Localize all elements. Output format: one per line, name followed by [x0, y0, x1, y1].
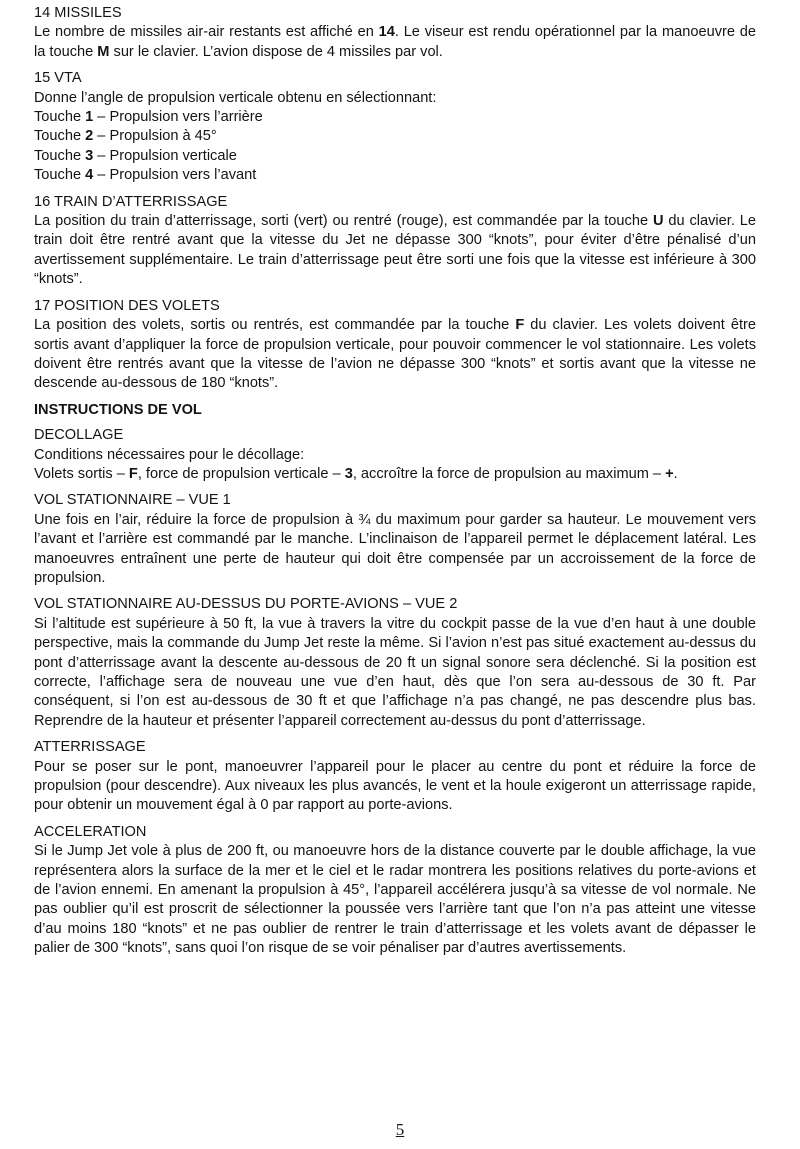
key-prefix: Touche: [34, 109, 86, 126]
key-prefix: Touche: [34, 167, 86, 184]
section-text: [34, 23, 756, 62]
section-text: Si le Jump Jet vole à plus de 200 ft, ou manoeuvre hors de la distance couverte par le double affichage, la vue représentera alors la surface de la mer et le ciel et le radar montrera les positions relatives du porte-avions et de l’avion ennemi. En amenant la propulsion à 45°, l’appareil accélérera jusqu’à sa vitesse de vol normale. Ne pas oublier qu’il est proscrit de sélectionner la poussée vers l’arrière tant que l’on n’a pas atteint une vitesse d’au moins 180 “knots” et ne pas oublier de rentrer le train d’atterrissage et les volets avant de dépasser le palier de 300 “knots”, sans quoi l’on risque de se voir pénaliser par d’autres avertissements.: [34, 843, 756, 957]
key-prefix: Touche: [34, 128, 86, 145]
page-number: 5: [395, 1120, 405, 1139]
key-list-item: [34, 166, 756, 185]
key-list-item: [34, 108, 756, 127]
text-fragment: , accroître la force de propulsion au maximum –: [352, 465, 666, 482]
section-intro: Donne l’angle de propulsion verticale obtenu en sélectionnant:: [34, 89, 437, 106]
key-label: 3: [85, 147, 94, 164]
text-fragment: Volets sortis –: [34, 465, 129, 482]
section-text: [34, 212, 756, 290]
key-label: 2: [85, 128, 94, 145]
section-title: 17 POSITION DES VOLETS: [34, 297, 220, 314]
text-fragment: .: [673, 465, 678, 482]
section-title: DECOLLAGE: [34, 427, 124, 444]
text-fragment: sur le clavier. L’avion dispose de 4 missiles par vol.: [109, 43, 443, 60]
section-text: [34, 316, 756, 394]
key-label: 4: [85, 167, 94, 184]
manual-page: [34, 4, 756, 966]
section-landing-gear: [34, 193, 756, 290]
key-label: U: [652, 213, 664, 230]
section-title: 14 MISSILES: [34, 5, 122, 21]
section-title: ACCELERATION: [34, 823, 147, 840]
key-label: 1: [85, 109, 94, 126]
key-label: 14: [378, 24, 395, 41]
text-fragment: du clavier. Les volets doivent être sortis avant d’appliquer la force de propulsion verticale, pour pouvoir commencer le vol stationnaire. Les volets doivent être rentrés avant que la vitesse de l’avion ne dépasse 300 “knots” et sortis avant que la vitesse ne descende au-dessous de 180 “knots”.: [34, 317, 756, 392]
section-title: 15 VTA: [34, 70, 82, 87]
key-description: – Propulsion à 45°: [93, 128, 217, 145]
text-fragment: La position des volets, sortis ou rentrés, est commandée par la touche: [34, 317, 516, 334]
text-fragment: . Le viseur est rendu opérationnel par la manoeuvre de la touche: [34, 24, 756, 60]
section-text: Pour se poser sur le pont, manoeuvrer l’appareil pour le placer au centre du pont et réduire la force de propulsion (pour descendre). Aux niveaux les plus avancés, le vent et la houle exigeront un atterrissage rapide, pour obtenir un mouvement égal à 0 par rapport au porte-avions.: [34, 758, 756, 814]
section-text: [34, 465, 756, 484]
key-label: M: [97, 43, 110, 60]
section-text: Une fois en l’air, réduire la force de propulsion à ¾ du maximum pour garder sa hauteur. Le mouvement vers l’avant et l’arrière est commandé par le manche. L’inclinaison de l’appareil permet le déplacement latéral. Les manoeuvres entraînent une perte de hauteur qui doit être compensée par un accroissement de la force de propulsion.: [34, 511, 756, 586]
section-title: 16 TRAIN D’ATTERRISSAGE: [34, 193, 228, 210]
key-description: – Propulsion verticale: [93, 147, 237, 164]
text-fragment: du clavier. Le train doit être rentré avant que la vitesse du Jet ne dépasse 300 “knots”, pour éviter d’être pénalisé d’un avertissement supplémentaire. Le train d’atterrissage peut être sorti une fois que la vitesse est inférieure à 300 “knots”.: [34, 213, 756, 288]
key-label: +: [665, 465, 674, 482]
key-list-item: [34, 147, 756, 166]
key-list-item: [34, 127, 756, 146]
section-title: VOL STATIONNAIRE AU-DESSUS DU PORTE-AVIONS – VUE 2: [34, 596, 458, 613]
section-hover-view-2: [34, 595, 756, 731]
section-takeoff: [34, 426, 756, 484]
text-fragment: La position du train d’atterrissage, sorti (vert) ou rentré (rouge), est commandée par la touche: [34, 213, 653, 230]
key-description: – Propulsion vers l’arrière: [93, 109, 263, 126]
text-fragment: Le nombre de missiles air-air restants est affiché en: [34, 24, 379, 41]
section-flight-instructions: [34, 401, 756, 420]
section-vta: [34, 69, 756, 185]
section-flaps: [34, 297, 756, 394]
key-prefix: Touche: [34, 147, 86, 164]
section-acceleration: [34, 823, 756, 959]
chapter-title: INSTRUCTIONS DE VOL: [34, 401, 202, 418]
key-label: F: [515, 317, 525, 334]
section-intro: Conditions nécessaires pour le décollage:: [34, 446, 305, 463]
section-text: Si l’altitude est supérieure à 50 ft, la vue à travers la vitre du cockpit passe de la vue d’en haut à une double perspective, mais la commande du Jump Jet reste la même. Si l’avion n’est pas situé exactement au-dessus du pont d’atterrissage avant la descente au-dessous de 20 ft un signal sonore sera déclenché. Si la position est correcte, l’affichage sera de nouveau une vue d’en haut, dès que l’on sera au-dessous de 30 ft. Par conséquent, si l’on est au-dessous de 30 ft et que l’affichage n’a pas changé, ne pas descendre plus bas. Reprendre de la hauteur et présenter l’appareil correctement au-dessus du pont d’atterrissage.: [34, 615, 756, 729]
key-description: – Propulsion vers l’avant: [93, 167, 257, 184]
section-hover-view-1: [34, 491, 756, 588]
section-title: ATTERRISSAGE: [34, 739, 146, 756]
key-label: F: [128, 465, 138, 482]
section-landing: [34, 738, 756, 816]
text-fragment: , force de propulsion verticale –: [137, 465, 345, 482]
section-missiles: [34, 4, 756, 62]
key-label: 3: [344, 465, 353, 482]
section-title: VOL STATIONNAIRE – VUE 1: [34, 492, 231, 509]
